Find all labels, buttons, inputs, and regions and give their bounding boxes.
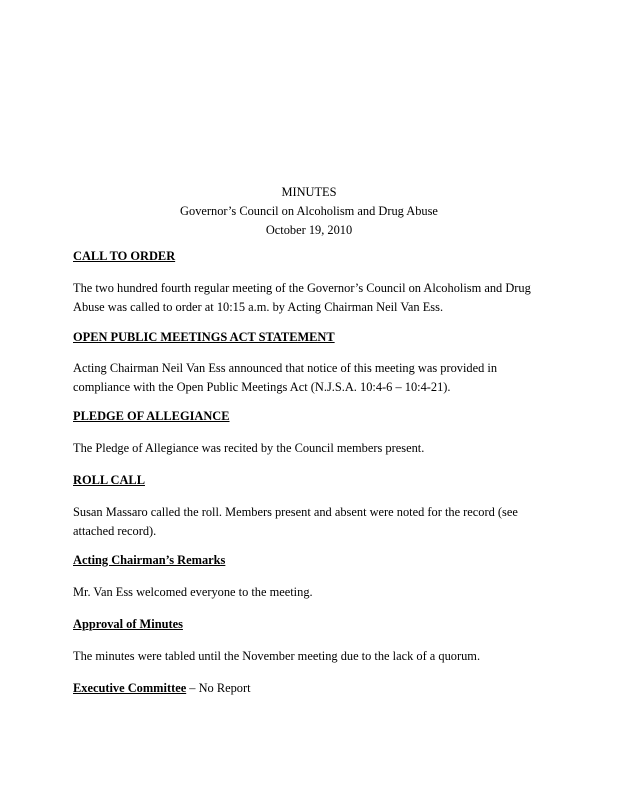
paragraph-line: Susan Massaro called the roll. Members present and absent were noted for the record (see (73, 505, 518, 519)
section-paragraph (73, 279, 553, 317)
section-chairman-remarks (73, 551, 553, 570)
document-title: MINUTES (281, 185, 337, 199)
section-roll-call (73, 471, 553, 490)
section-paragraph (73, 647, 553, 666)
section-call-to-order (73, 247, 553, 266)
section-heading: Executive Committee (73, 681, 187, 695)
section-open-public-meetings (73, 328, 553, 347)
paragraph-line: Mr. Van Ess welcomed everyone to the meeting. (73, 585, 313, 599)
paragraph-line: Acting Chairman Neil Van Ess announced that notice of this meeting was provided in (73, 361, 498, 375)
section-paragraph (73, 503, 553, 541)
section-paragraph (73, 583, 553, 602)
section-heading: PLEDGE OF ALLEGIANCE (73, 409, 230, 423)
section-heading: CALL TO ORDER (73, 249, 176, 263)
document-header (0, 183, 618, 240)
section-approval-of-minutes (73, 615, 553, 634)
section-heading: Approval of Minutes (73, 617, 183, 631)
section-paragraph (73, 359, 553, 397)
section-pledge (73, 407, 553, 426)
section-heading: ROLL CALL (73, 473, 145, 487)
meeting-date: October 19, 2010 (265, 223, 353, 237)
section-heading: OPEN PUBLIC MEETINGS ACT STATEMENT (73, 330, 335, 344)
paragraph-line: attached record). (73, 524, 157, 538)
section-executive-committee (73, 679, 553, 698)
paragraph-line: compliance with the Open Public Meetings Act (N.J.S.A. 10:4-6 – 10:4-21). (73, 380, 451, 394)
section-paragraph (73, 439, 553, 458)
executive-committee-status: – No Report (186, 681, 251, 695)
organization-name: Governor’s Council on Alcoholism and Drug Abuse (180, 204, 438, 218)
paragraph-line: The Pledge of Allegiance was recited by the Council members present. (73, 441, 425, 455)
section-heading: Acting Chairman’s Remarks (73, 553, 226, 567)
paragraph-line: The minutes were tabled until the November meeting due to the lack of a quorum. (73, 649, 481, 663)
paragraph-line: Abuse was called to order at 10:15 a.m. by Acting Chairman Neil Van Ess. (73, 300, 444, 314)
paragraph-line: The two hundred fourth regular meeting of the Governor’s Council on Alcoholism and Drug (73, 281, 531, 295)
